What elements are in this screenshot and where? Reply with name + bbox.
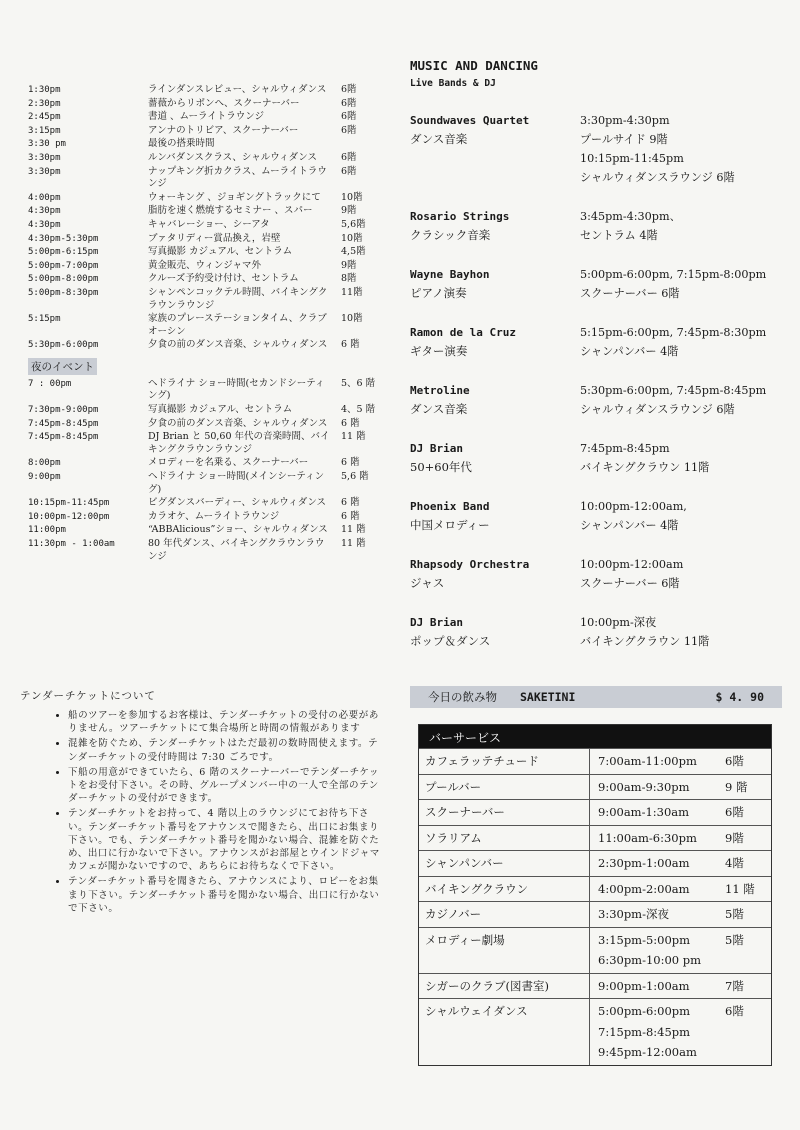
drink-label: 今日の飲み物	[428, 690, 497, 704]
bar-floor: 9階	[725, 830, 744, 845]
bar-row	[419, 825, 771, 851]
event-description: カラオケ、ムーライトラウンジ	[148, 510, 280, 522]
event-floor: 11 階	[341, 431, 366, 443]
event-floor: 6階	[341, 97, 357, 109]
event-floor	[333, 138, 383, 151]
bar-row	[419, 850, 771, 876]
event-time: 4:00pm	[28, 192, 61, 203]
tender-notes	[20, 709, 380, 915]
event-floor: 9階	[341, 205, 357, 217]
schedule-row	[28, 497, 383, 510]
bar-hours-line: 9:00pm-1:00am	[598, 978, 690, 993]
band-genre: クラシック音楽	[410, 228, 491, 242]
bar-hours-line: 11:00am-6:30pm	[598, 830, 697, 845]
band-genre: ジャス	[410, 576, 445, 590]
band-time-line: 5:15pm-6:00pm, 7:45pm-8:30pm	[580, 326, 767, 339]
schedule-row	[28, 246, 383, 259]
bar-row	[419, 927, 771, 973]
bar-hours-line: 3:30pm-深夜	[598, 907, 669, 921]
event-floor: 5,6階	[341, 218, 366, 230]
event-description: ビグダンスバーディー、シャルウィダンス	[148, 497, 327, 509]
schedule-row	[28, 205, 383, 218]
band-name-block	[410, 555, 580, 593]
bar-name: スクーナーバー	[419, 800, 590, 825]
band-time-line: 5:00pm-6:00pm, 7:15pm-8:00pm	[580, 268, 767, 281]
tender-note: • 船のツアーを参加するお客様は、テンダーチケットの受付の必要がありません。ツアーチケットにて集合場所と時間の情報があります	[68, 709, 380, 735]
event-time: 3:30 pm	[28, 139, 66, 150]
event-description: キャバレーショー、シーアタ	[148, 218, 270, 230]
schedule-row	[28, 111, 383, 124]
tender-note: • 混雑を防ぐため、テンダーチケットはただ最初の数時間使えます。テンダーチケットの受付時間は 7:30 ごろです。	[68, 737, 380, 763]
event-time: 5:00pm-7:00pm	[28, 260, 99, 271]
bar-floor: 5階	[725, 932, 744, 947]
event-time: 11:30pm - 1:00am	[28, 539, 115, 549]
event-time: 10:00pm-12:00pm	[28, 511, 110, 522]
event-description: ヘドライナ ショー時間(メインシーティング)	[148, 471, 325, 495]
tender-note: • テンダーチケットをお持って、4 階以上のラウンジにてお待ち下さい。テンダーチケット番号をアナウンスで聞きたら、出口にお集まり下さい。でも、テンダーチケット番号を聞かない場合、混雑を防ぐため、出口に行かないで下さい。アナウンスがお部屋とウインドジャマカフェが聞かないですので、あちらにお待ちなくで下さい。	[68, 807, 380, 873]
band-list	[410, 111, 790, 651]
tender-ticket-info	[20, 688, 380, 917]
bar-row	[419, 799, 771, 825]
band-entry	[410, 207, 790, 245]
bar-hours	[590, 800, 725, 825]
bar-hours-line: 4:00pm-2:00am	[598, 881, 690, 896]
bar-hours	[590, 999, 725, 1065]
event-time: 5:15pm	[28, 314, 61, 325]
event-floor: 6 階	[341, 497, 360, 509]
event-time: 3:30pm	[28, 152, 61, 163]
band-times	[580, 207, 790, 245]
schedule-row	[28, 138, 383, 151]
band-time-line: シャンパンバー 4階	[580, 345, 679, 358]
schedule-row	[28, 125, 383, 138]
bar-hours-line: 3:15pm-5:00pm	[598, 932, 691, 947]
event-description: ラインダンスレビュー、シャルウィダンス	[148, 84, 327, 95]
band-genre: ダンス音楽	[410, 402, 468, 416]
event-description: 脂肪を速く燃焼するセミナー 、スパー	[148, 205, 313, 217]
event-time: 2:30pm	[28, 98, 61, 109]
band-time-line: シャルウィダンスラウンジ 6階	[580, 403, 735, 416]
event-time: 5:00pm-6:15pm	[28, 247, 99, 258]
bar-hours-line: 5:00pm-6:00pm	[598, 1004, 691, 1018]
bar-row	[419, 973, 771, 999]
bar-name: プールバー	[419, 775, 590, 800]
schedule-row	[28, 287, 383, 312]
bar-hours-line: 6:30pm-10:00 pm	[598, 953, 702, 967]
event-time: 5:00pm-8:30pm	[28, 287, 99, 298]
schedule-row	[28, 538, 383, 563]
bar-service-table	[418, 724, 772, 1066]
event-floor: 5、6 階	[341, 377, 376, 389]
event-time: 7:45pm-8:45pm	[28, 418, 99, 429]
bar-name: カジノバー	[419, 902, 590, 927]
band-time-line: 7:45pm-8:45pm	[580, 442, 670, 455]
bar-floor: 6階	[725, 805, 744, 819]
event-floor: 9階	[341, 259, 357, 271]
bar-hours	[590, 826, 725, 851]
schedule-row	[28, 524, 383, 537]
bar-hours	[590, 902, 725, 927]
band-genre: 50+60年代	[410, 460, 472, 474]
tender-note: • テンダーチケット番号を聞きたら、アナウンスにより、ロビーをお集まり下さい。テンダーチケット番号を聞かない場合、出口に行かないで下さい。	[68, 875, 380, 915]
band-times	[580, 555, 790, 593]
schedule-row	[28, 260, 383, 273]
event-description: ナップキング折カクラス、ムーライトラウンジ	[148, 165, 327, 190]
bar-floor: 9 階	[725, 779, 748, 794]
event-description: 黄金販売、ウィンジャマ外	[148, 259, 262, 271]
bar-name: ソラリアム	[419, 826, 590, 851]
schedule-row	[28, 313, 383, 338]
event-description: アンナのトリビア、スクーナーバー	[148, 124, 299, 136]
event-description: ルンバダンスクラス、シャルウィダンス	[148, 151, 317, 163]
bar-hours	[590, 851, 725, 876]
band-time-line: セントラム 4階	[580, 229, 658, 242]
schedule-row	[28, 233, 383, 246]
event-description: 夕食の前のダンス音楽、シャルウィダンス	[148, 417, 328, 429]
band-times	[580, 381, 790, 419]
band-name-block	[410, 323, 580, 361]
band-entry	[410, 111, 790, 187]
event-time: 5:00pm-8:00pm	[28, 274, 99, 285]
event-floor: 11階	[341, 286, 363, 298]
event-time: 7:45pm-8:45pm	[28, 432, 99, 443]
band-time-line: 3:30pm-4:30pm	[580, 114, 670, 127]
event-description: メロディーを名乗る、スクーナーバー	[148, 457, 309, 469]
schedule-row	[28, 166, 383, 191]
band-name: DJ Brian	[410, 616, 463, 629]
event-description: ヘドライナ ショー時間(セカンドシーティング)	[148, 377, 325, 402]
event-floor: 5,6 階	[341, 471, 369, 483]
event-description: 薔薇からリボンへ、スクーナーバー	[148, 97, 300, 109]
schedule-row	[28, 152, 383, 165]
band-name: Soundwaves Quartet	[410, 114, 530, 127]
band-times	[580, 497, 790, 535]
band-entry	[410, 265, 790, 303]
event-description: 写真撮影 カジュアル、セントラム	[148, 246, 293, 258]
band-time-line: スクーナーバー 6階	[580, 577, 680, 590]
band-entry	[410, 613, 790, 651]
bar-floor: 6階	[725, 754, 744, 768]
band-time-line: シャルウィダンスラウンジ 6階	[580, 171, 735, 184]
band-time-line: 10:00pm-12:00am,	[580, 500, 687, 513]
band-times	[580, 265, 790, 303]
tender-title: テンダーチケットについて	[20, 690, 156, 702]
event-time: 3:15pm	[28, 125, 61, 136]
bar-hours-line: 7:15pm-8:45pm	[598, 1024, 691, 1039]
band-time-line: バイキングクラウン 11階	[580, 461, 710, 474]
event-floor: 6階	[341, 124, 357, 136]
event-time: 8:00pm	[28, 458, 61, 469]
schedule-row	[28, 511, 383, 524]
schedule-row	[28, 273, 383, 286]
evening-events-heading: 夜のイベント	[28, 358, 97, 375]
bar-hours	[590, 974, 725, 999]
band-time-line: プールサイド 9階	[580, 133, 668, 146]
event-floor: 6 階	[341, 417, 360, 429]
event-floor: 11 階	[341, 538, 366, 549]
event-description: シャンペンコックテル時間、バイキングクラウンラウンジ	[148, 286, 328, 311]
band-times	[580, 323, 790, 361]
band-entry	[410, 497, 790, 535]
band-time-line: スクーナーバー 6階	[580, 287, 680, 300]
band-name: Metroline	[410, 384, 470, 397]
event-floor: 11 階	[341, 524, 366, 536]
band-entry	[410, 381, 790, 419]
event-description: 書道 、ムーライトラウンジ	[148, 111, 265, 123]
evening-schedule	[28, 378, 383, 563]
event-description: 80 年代ダンス、バイキングクラウンラウンジ	[148, 538, 325, 562]
event-time: 9:00pm	[28, 472, 61, 483]
drink-name: SAKETINI	[520, 690, 576, 704]
event-floor: 6階	[341, 165, 357, 177]
schedule-row	[28, 339, 383, 352]
event-floor: 6 階	[341, 510, 360, 522]
band-name: Rhapsody Orchestra	[410, 558, 530, 571]
band-time-line: シャンパンバー 4階	[580, 519, 679, 532]
event-description: 最後の搭乗時間	[148, 138, 215, 150]
event-floor: 10階	[341, 191, 363, 203]
schedule-row	[28, 219, 383, 232]
drink-price: $ 4. 90	[715, 690, 764, 704]
bar-floor: 5階	[725, 907, 744, 921]
band-genre: ダンス音楽	[410, 132, 468, 146]
bar-floor: 11 階	[725, 881, 755, 896]
event-time: 2:45pm	[28, 112, 61, 123]
bar-name: シガーのクラブ(図書室)	[419, 974, 590, 999]
event-description: 夕食の前のダンス音楽、シャルウィダンス	[148, 339, 328, 351]
bar-name: バイキングクラウン	[419, 877, 590, 902]
event-time: 7:30pm-9:00pm	[28, 405, 99, 416]
bar-name: カフェラッテチュード	[419, 749, 590, 774]
band-name: Phoenix Band	[410, 500, 490, 513]
band-time-line: バイキングクラウン 11階	[580, 635, 710, 648]
afternoon-schedule	[28, 84, 383, 352]
event-description: DJ Brian と 50,60 年代の音楽時間、バイキングクラウンラウンジ	[148, 431, 330, 455]
schedule-row	[28, 457, 383, 470]
event-floor: 4、5 階	[341, 404, 376, 416]
event-floor: 6 階	[341, 457, 360, 469]
event-floor: 4,5階	[341, 246, 366, 258]
bar-floor: 6階	[725, 1004, 744, 1018]
schedule-row	[28, 404, 383, 417]
schedule-row	[28, 192, 383, 205]
event-time: 4:30pm	[28, 206, 61, 217]
bar-hours	[590, 928, 725, 973]
bar-hours	[590, 749, 725, 774]
event-description: ブァタリディー賞品換え，岩壁	[148, 232, 281, 244]
bar-floor: 4階	[725, 856, 744, 870]
event-floor: 8階	[341, 273, 357, 285]
band-time-line: 10:15pm-11:45pm	[580, 152, 684, 165]
band-name: Wayne Bayhon	[410, 268, 490, 281]
band-time-line: 5:30pm-6:00pm, 7:45pm-8:45pm	[580, 384, 767, 397]
drink-of-the-day	[410, 686, 782, 708]
event-time: 4:30pm-5:30pm	[28, 233, 99, 244]
band-name-block	[410, 265, 580, 303]
bar-row	[419, 901, 771, 927]
event-time: 11:00pm	[28, 525, 66, 536]
event-floor: 10階	[341, 232, 363, 244]
band-time-line: 10:00pm-深夜	[580, 616, 657, 629]
band-entry	[410, 323, 790, 361]
band-name: Rosario Strings	[410, 210, 510, 223]
music-title: MUSIC AND DANCING	[410, 58, 538, 73]
bar-floor: 7階	[725, 978, 744, 993]
event-floor: 6 階	[341, 339, 360, 351]
band-genre: 中国メロディー	[410, 518, 490, 532]
bar-hours-line: 7:00am-11:00pm	[598, 754, 697, 768]
band-name-block	[410, 207, 580, 245]
band-genre: ピアノ演奏	[410, 286, 467, 300]
bar-row	[419, 774, 771, 800]
bar-name: メロディー劇場	[419, 928, 590, 973]
band-name-block	[410, 381, 580, 419]
event-description: 家族のプレーステーションタイム、クラブオーシン	[148, 313, 327, 337]
bar-name: シャルウェイダンス	[419, 999, 590, 1065]
event-time: 5:30pm-6:00pm	[28, 340, 99, 351]
event-time: 7 : 00pm	[28, 378, 72, 389]
daily-schedule	[28, 84, 383, 564]
band-name-block	[410, 497, 580, 535]
event-description: 写真撮影 カジュアル、セントラム	[148, 404, 293, 416]
schedule-row	[28, 431, 383, 456]
schedule-row	[28, 84, 383, 97]
event-floor: 10階	[341, 313, 363, 325]
band-genre: ギター演奏	[410, 344, 468, 358]
band-name: Ramon de la Cruz	[410, 326, 516, 339]
schedule-row	[28, 418, 383, 431]
band-entry	[410, 555, 790, 593]
bar-service-heading: バーサービス	[419, 725, 771, 748]
event-time: 4:30pm	[28, 219, 61, 230]
event-floor: 6階	[341, 151, 357, 163]
music-dancing-section	[410, 58, 790, 671]
bar-hours	[590, 877, 725, 902]
bar-hours-line: 2:30pm-1:00am	[598, 856, 690, 870]
bar-name: シャンパンバー	[419, 851, 590, 876]
music-subtitle: Live Bands & DJ	[410, 78, 496, 89]
bar-row	[419, 876, 771, 902]
bar-row	[419, 998, 771, 1065]
band-name-block	[410, 111, 580, 187]
event-time: 10:15pm-11:45pm	[28, 498, 110, 509]
schedule-row	[28, 471, 383, 496]
event-description: クルーズ予約受け付け、セントラム	[148, 273, 299, 285]
band-name-block	[410, 439, 580, 477]
bar-hours-line: 9:00am-9:30pm	[598, 779, 690, 794]
band-time-line: 3:45pm-4:30pm、	[580, 210, 681, 223]
tender-note: • 下船の用意ができていたら、6 階のスクーナーバーでテンダーチケットをお受付下さい。その時、グループメンバー中の一人で全部のテンダーチケットの受付ができます。	[68, 766, 380, 806]
bar-hours-line: 9:45pm-12:00am	[598, 1045, 697, 1059]
band-name-block	[410, 613, 580, 651]
bar-hours	[590, 775, 725, 800]
event-floor: 6階	[341, 111, 357, 123]
event-floor: 6階	[341, 84, 357, 95]
band-time-line: 10:00pm-12:00am	[580, 558, 684, 571]
band-name: DJ Brian	[410, 442, 463, 455]
band-times	[580, 439, 790, 477]
band-genre: ポップ＆ダンス	[410, 634, 491, 648]
event-description: “ABBAlicious”ショー、シャルウィダンス	[148, 524, 328, 536]
band-times	[580, 111, 790, 187]
bar-hours-line: 9:00am-1:30am	[598, 805, 690, 819]
band-times	[580, 613, 790, 651]
band-entry	[410, 439, 790, 477]
event-time: 3:30pm	[28, 166, 61, 177]
bar-rows	[419, 748, 771, 1065]
schedule-row	[28, 98, 383, 111]
event-description: ウォーキング 、ジョギングトラックにて	[148, 191, 321, 203]
schedule-row	[28, 378, 383, 403]
event-time: 1:30pm	[28, 85, 61, 95]
bar-row	[419, 748, 771, 774]
